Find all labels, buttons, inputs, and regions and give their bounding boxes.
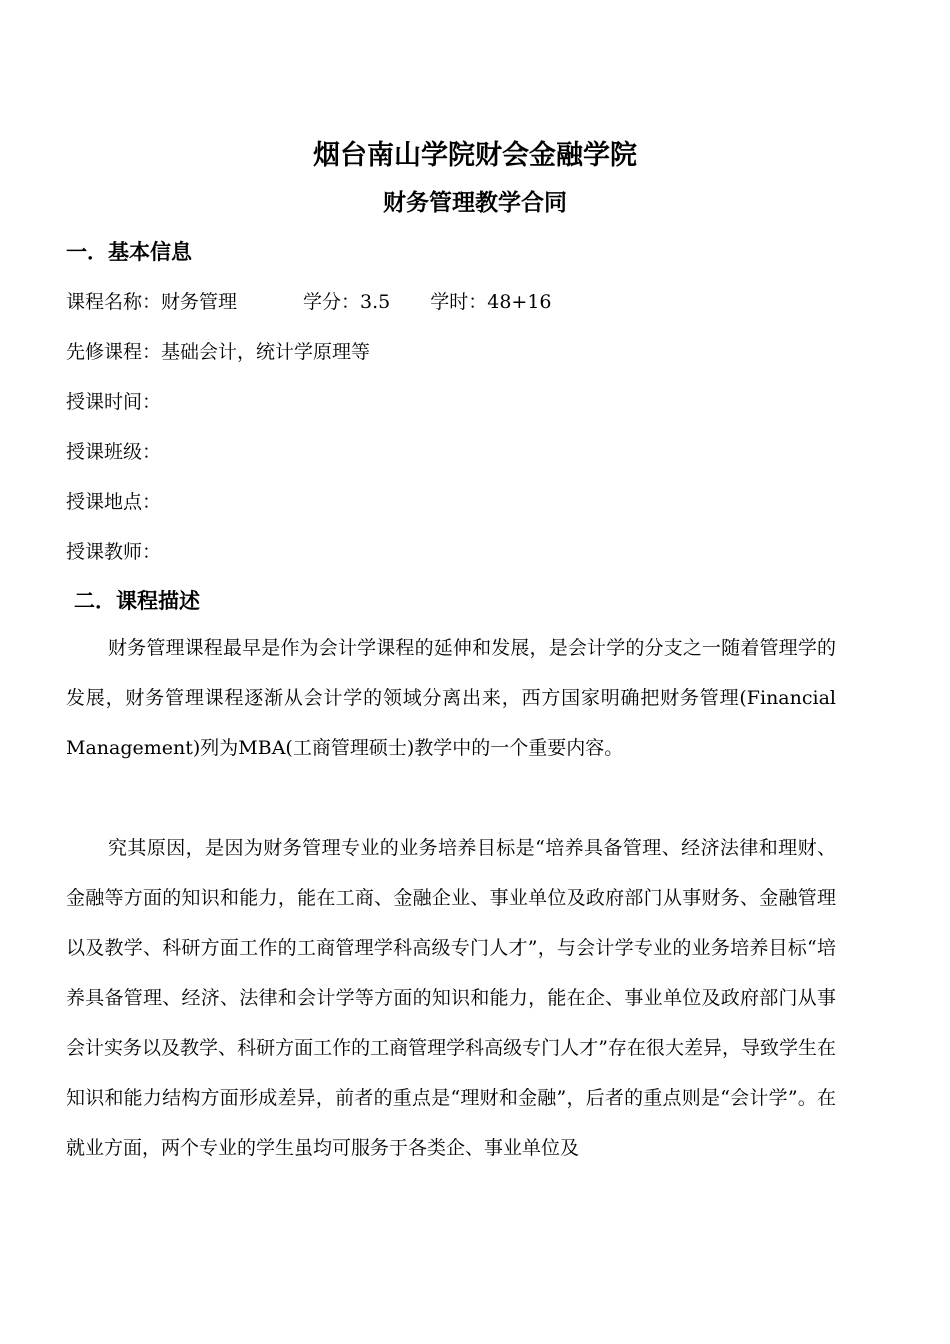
teacher-line: 授课教师：	[66, 541, 162, 563]
prerequisites-line: 先修课程：基础会计，统计学原理等	[66, 341, 371, 363]
course-description-paragraph-2: 究其原因，是因为财务管理专业的业务培养目标是“培养具备管理、经济法律和理财、金融等方面的知识和能力，能在工商、金融企业、事业单位及政府部门从事财务、金融管理以及教学、科研方面工作的工商管理学科高级专门人才”，与会计学专业的业务培养目标“培养具备管理、经济、法律和会计学等方面的知识和能力，能在企、事业单位及政府部门从事会计实务以及教学、科研方面工作的工商管理学科高级专门人才”存在很大差异，导致学生在知识和能力结构方面形成差异，前者的重点是“理财和金融”，后者的重点则是“会计学”。在就业方面，两个专业的学生虽均可服务于各类企、事业单位及	[66, 837, 836, 1159]
course-info-line	[66, 287, 552, 314]
teaching-class-line: 授课班级：	[66, 441, 162, 463]
course-name: 课程名称：财务管理	[66, 291, 238, 313]
course-credits: 学分：3.5	[303, 291, 391, 313]
teaching-time-line: 授课时间：	[66, 391, 162, 413]
course-hours: 学时：48+16	[430, 291, 552, 313]
document-subtitle: 财务管理教学合同	[383, 189, 567, 216]
section-heading-basic-info: 一．基本信息	[66, 239, 192, 264]
teaching-location-line: 授课地点：	[66, 491, 162, 513]
document-title: 烟台南山学院财会金融学院	[313, 140, 637, 171]
section-heading-course-description: 二．课程描述	[74, 588, 200, 613]
course-description-paragraph-1: 财务管理课程最早是作为会计学课程的延伸和发展，是会计学的分支之一随着管理学的发展，财务管理课程逐渐从会计学的领域分离出来，西方国家明确把财务管理(Financial Management)列为MBA(工商管理硕士)教学中的一个重要内容。	[66, 637, 836, 759]
